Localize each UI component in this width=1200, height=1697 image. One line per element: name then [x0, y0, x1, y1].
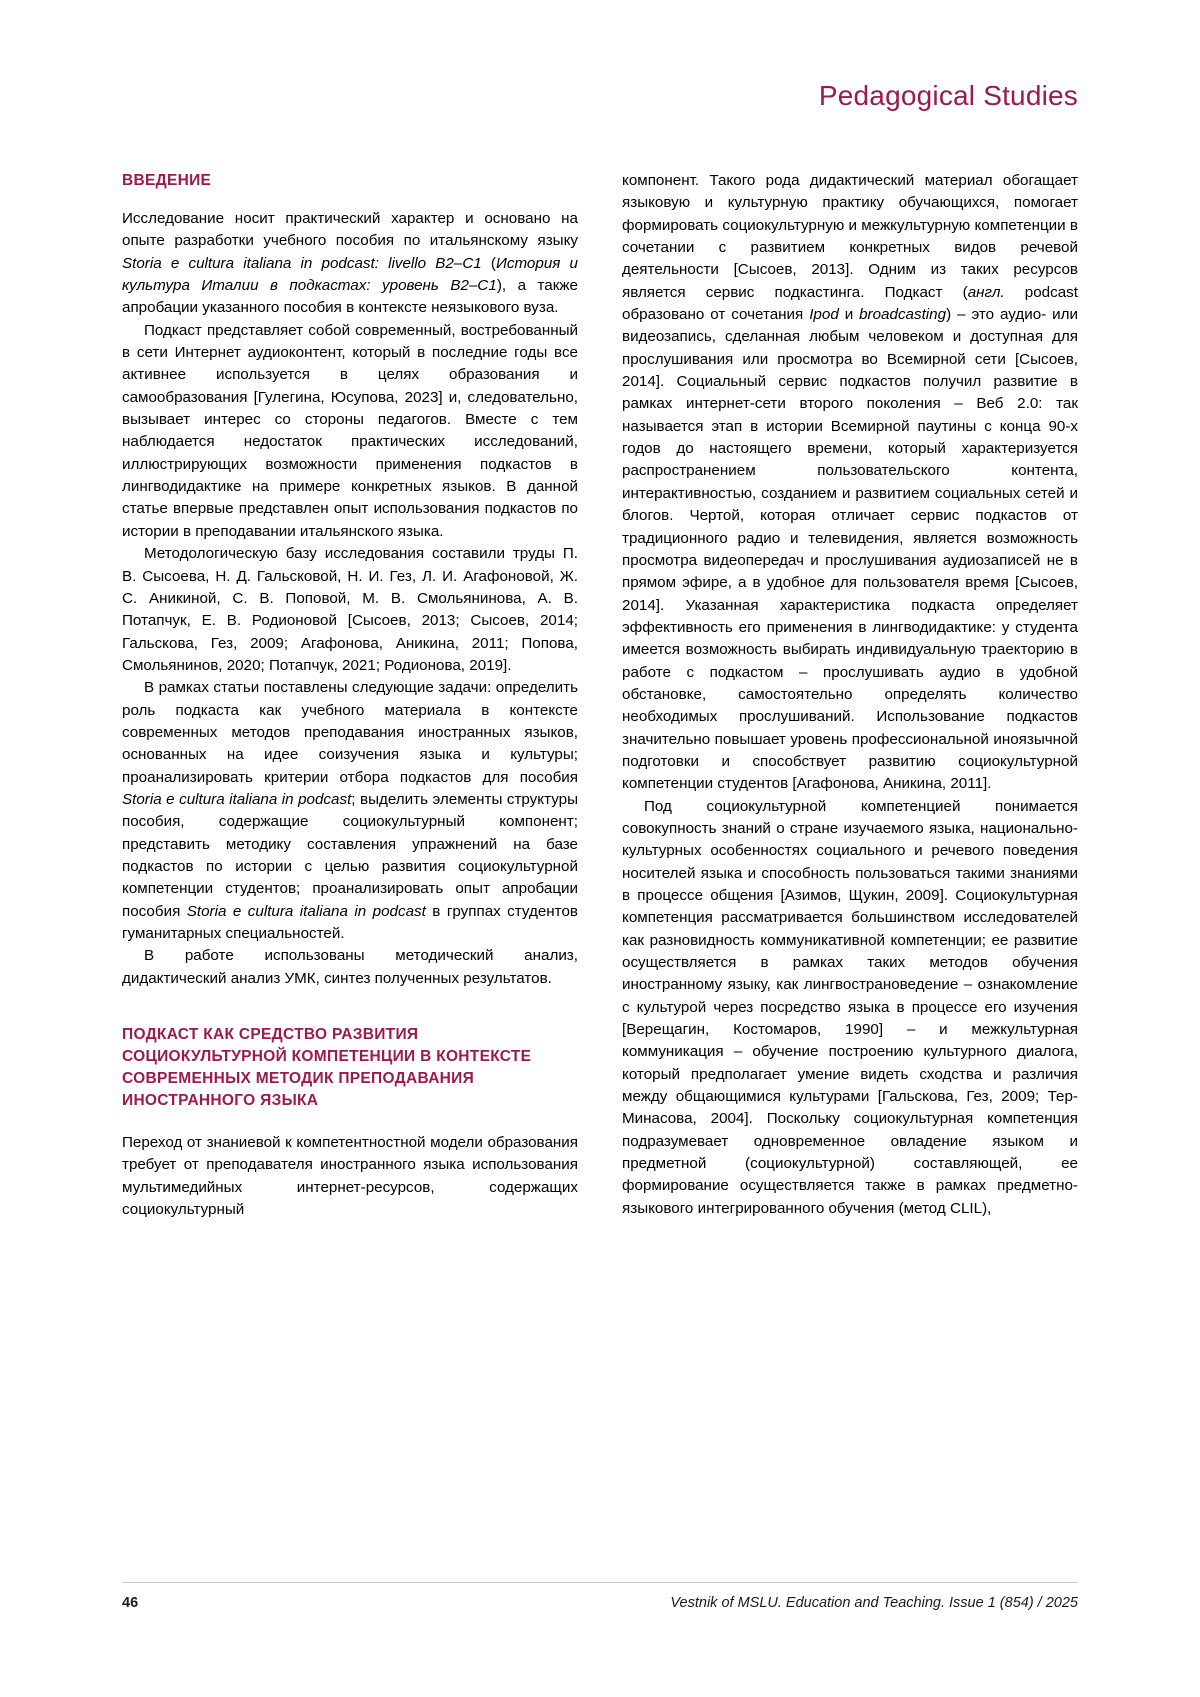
page-number: 46 — [122, 1595, 139, 1611]
running-head: Pedagogical Studies — [818, 80, 1078, 111]
section-heading-introduction: ВВЕДЕНИЕ — [122, 172, 212, 189]
paragraph: Подкаст представляет собой современный, востребованный в сети Интернет аудиоконтент, который в последние годы все активнее используется в целях образования и самообразования [Гулегина, Юсупова, 2023] и, следовательно, вызывает интерес со стороны педагогов. Вместе с тем наблюдается недостаток практических исследований, иллюстрирующих возможности применения подкастов в лингводидактике на примере конкретных языков. В данной статье впервые представлен опыт использования подкастов по истории в преподавании итальянского языка. — [122, 321, 578, 540]
right-column — [622, 170, 1078, 1221]
left-column — [122, 170, 578, 1221]
paragraph: компонент. Такого рода дидактический материал обогащает языковую и культурную практику обучающихся, помогает формировать социокультурную и межкультурную компетенции в сочетании с развитием конкретных видов речевой деятельности [Сысоев, 2013]. Одним из таких ресурсов является сервис подкастинга. Подкаст (англ. podcast образовано от сочетания Ipod и broadcasting) – это аудио- или видеозапись, сделанная любым человеком и доступная для прослушивания или просмотра во Всемирной сети [Сысоев, 2014]. Социальный сервис подкастов получил развитие в рамках интернет-сети второго поколения – Веб 2.0: так называется этап в истории Всемирной паутины с конца 90-х годов до настоящего времени, который характеризуется распространением пользовательского контента, интерактивностью, созданием и развитием социальных сетей и блогов. Чертой, которая отличает сервис подкастов от традиционного радио и телевидения, является возможность просмотра видеопередач и прослушивания аудиозаписей не в прямом эфире, а в удобное для пользователя время [Сысоев, 2014]. Указанная характеристика подкаста определяет эффективность его применения в лингводидактике: у студента имеется возможность выбирать индивидуальную траекторию в работе с подкастом – прослушивать аудио в удобной обстановке, самостоятельно определять количество необходимых прослушиваний. Использование подкастов значительно повышает уровень профессиональной иноязычной подготовки и способствует развитию социокультурной компетенции студентов [Агафонова, Аникина, 2011]. — [622, 172, 1078, 793]
page-footer — [122, 1582, 1078, 1611]
paragraph: Методологическую базу исследования составили труды П. В. Сысоева, Н. Д. Гальсковой, Н. И. Гез, Л. И. Агафоновой, Ж. С. Аникиной, С. В. Поповой, М. В. Смольянинова, А. В. Потапчук, Е. В. Родионовой [Сысоев, 2013; Сысоев, 2014; Гальскова, Гез, 2009; Агафонова, Аникина, 2011; Попова, Смольянинов, 2020; Потапчук, 2021; Родионова, 2019]. — [122, 545, 578, 674]
paragraph: Исследование носит практический характер и основано на опыте разработки учебного пособия по итальянскому языку Storia e cultura italiana in podcast: livello B2–C1 (История и культура Италии в подкастах: уровень B2–C1), а также апробации указанного пособия в контексте неязыкового вуза. — [122, 210, 578, 317]
section-heading-podcast: ПОДКАСТ КАК СРЕДСТВО РАЗВИТИЯ СОЦИОКУЛЬТУРНОЙ КОМПЕТЕНЦИИ В КОНТЕКСТЕ СОВРЕМЕННЫХ МЕТОДИК ПРЕПОДАВАНИЯ ИНОСТРАННОГО ЯЗЫКА — [122, 1026, 532, 1110]
paragraph: Под социокультурной компетенцией понимается совокупность знаний о стране изучаемого языка, национально-культурных особенностях социального и речевого поведения носителей языка и способность пользоваться такими знаниями в процессе общения [Азимов, Щукин, 2009]. Социокультурная компетенция рассматривается большинством исследователей как разновидность коммуникативной компетенции; ее развитие осуществляется в рамках таких методов обучения иностранному языку, как лингвострановедение – ознакомление с культурой через посредство языка в процессе его изучения [Верещагин, Костомаров, 1990] – и межкультурная коммуникация – обучение построению культурного диалога, который предполагает умение видеть сходства и различия между общающимися культурами [Гальскова, Гез, 2009; Тер-Минасова, 2004]. Поскольку социокультурная компетенция подразумевает одновременное овладение языком и предметной (социокультурной) составляющей, ее формирование осуществляется также в рамках предметно-языкового интегрированного обучения (метод CLIL), — [622, 797, 1078, 1217]
two-column-body — [122, 170, 1078, 1221]
paragraph: Переход от знаниевой к компетентностной модели образования требует от преподавателя иностранного языка использования мультимедийных интернет-ресурсов, содержащих социокультурный — [122, 1134, 578, 1219]
paragraph: В рамках статьи поставлены следующие задачи: определить роль подкаста как учебного материала в контексте современных методов преподавания иностранных языков, основанных на идее соизучения языка и культуры; проанализировать критерии отбора подкастов для пособия Storia e cultura italiana in podcast; выделить элементы структуры пособия, содержащие социокультурный компонент; представить методику составления упражнений на базе подкастов по истории с целью развития социокультурной компетенции студентов; проанализировать опыт апробации пособия Storia e cultura italiana in podcast в группах студентов гуманитарных специальностей. — [122, 679, 578, 942]
paragraph: В работе использованы методический анализ, дидактический анализ УМК, синтез полученных результатов. — [122, 947, 578, 987]
journal-citation: Vestnik of MSLU. Education and Teaching. Issue 1 (854) / 2025 — [670, 1595, 1078, 1611]
